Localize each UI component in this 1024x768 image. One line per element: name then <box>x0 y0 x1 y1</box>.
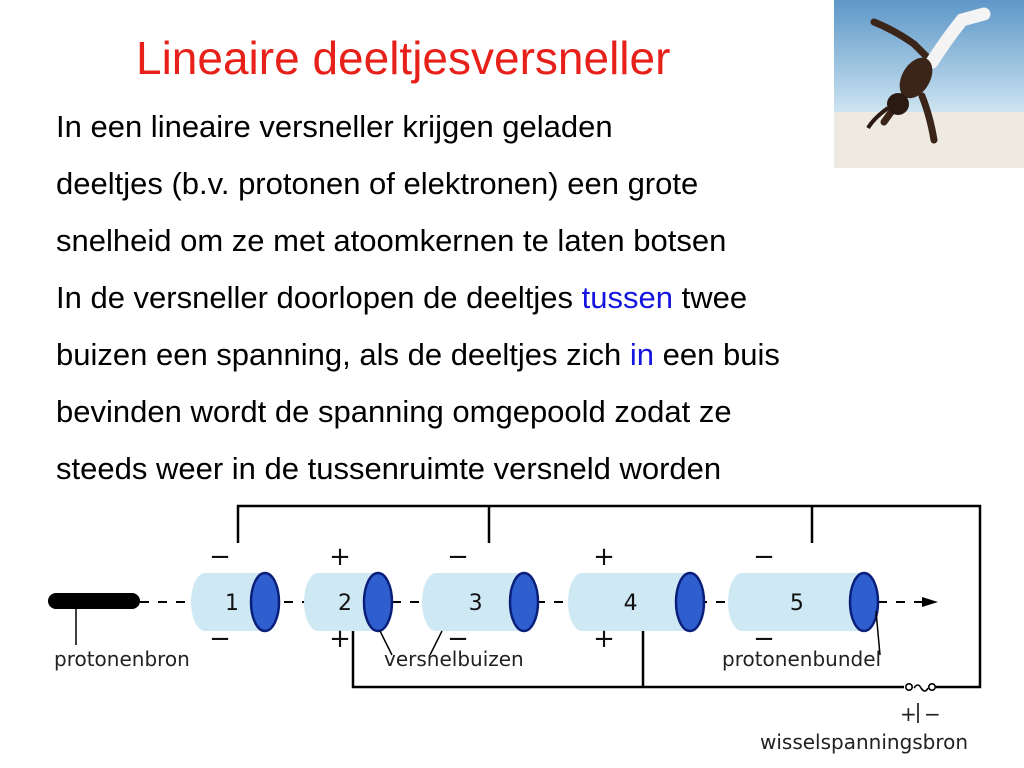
tube-sign-bottom: + <box>593 624 615 654</box>
accelerator-diagram <box>0 495 1024 768</box>
tube-front-opening <box>510 573 538 631</box>
label-versnelbuizen: versnelbuizen <box>384 647 524 671</box>
tube-sign-top: − <box>209 542 231 572</box>
tube-number: 4 <box>623 591 638 616</box>
highlight-word-in: in <box>629 337 655 372</box>
tube-front-opening <box>364 573 392 631</box>
body-line-text: snelheid om ze met atoomkernen te laten botsen <box>56 223 727 258</box>
ac-source-terminal <box>906 684 935 691</box>
highlight-word-tussen: tussen <box>581 280 673 315</box>
body-line <box>56 326 1016 383</box>
tube-sign-top: + <box>329 542 351 572</box>
acceleration-tube <box>191 542 279 654</box>
tube-number: 1 <box>225 591 239 616</box>
body-line-text: buizen een spanning, als de deeltjes zich <box>56 337 630 372</box>
tube-sign-bottom: + <box>329 624 351 654</box>
tubes <box>191 542 878 654</box>
ac-plus-sign: + <box>900 702 917 726</box>
body-line <box>56 269 1016 326</box>
tube-sign-bottom: − <box>447 624 469 654</box>
acceleration-tube <box>728 542 878 654</box>
body-line-text: bevinden wordt de spanning omgepoold zodat ze <box>56 394 732 429</box>
body-line-text: steeds weer in de tussenruimte versneld worden <box>56 451 722 486</box>
body-text <box>56 98 1016 497</box>
tube-sign-bottom: − <box>209 624 231 654</box>
body-line-text: In de versneller doorlopen de deeltjes <box>56 280 582 315</box>
ac-minus-sign: − <box>924 702 941 726</box>
tube-front-opening <box>850 573 878 631</box>
body-line-text: twee <box>672 280 748 315</box>
tube-sign-top: + <box>593 542 615 572</box>
body-line <box>56 155 1016 212</box>
tube-number: 3 <box>468 591 483 616</box>
label-protonenbundel: protonenbundel <box>722 647 882 671</box>
label-wisselspanningsbron: wisselspanningsbron <box>760 730 969 754</box>
tube-number: 5 <box>789 591 804 616</box>
tube-front-opening <box>676 573 704 631</box>
body-line <box>56 98 1016 155</box>
body-line <box>56 440 1016 497</box>
proton-source-rod <box>48 593 140 609</box>
label-protonenbron: protonenbron <box>54 647 190 671</box>
tube-number: 2 <box>338 591 352 616</box>
body-line-text: een buis <box>654 337 780 372</box>
acceleration-tube <box>568 542 704 654</box>
body-line-text: deeltjes (b.v. protonen of elektronen) een grote <box>56 166 699 201</box>
body-line-text: In een lineaire versneller krijgen geladen <box>56 109 613 144</box>
body-line <box>56 212 1016 269</box>
slide-title: Lineaire deeltjesversneller <box>136 32 671 84</box>
body-line <box>56 383 1016 440</box>
tube-sign-top: − <box>447 542 469 572</box>
beam-arrow-icon <box>922 597 938 607</box>
tube-sign-bottom: − <box>753 624 775 654</box>
tube-front-opening <box>251 573 279 631</box>
acceleration-tube <box>304 542 392 654</box>
tube-sign-top: − <box>753 542 775 572</box>
